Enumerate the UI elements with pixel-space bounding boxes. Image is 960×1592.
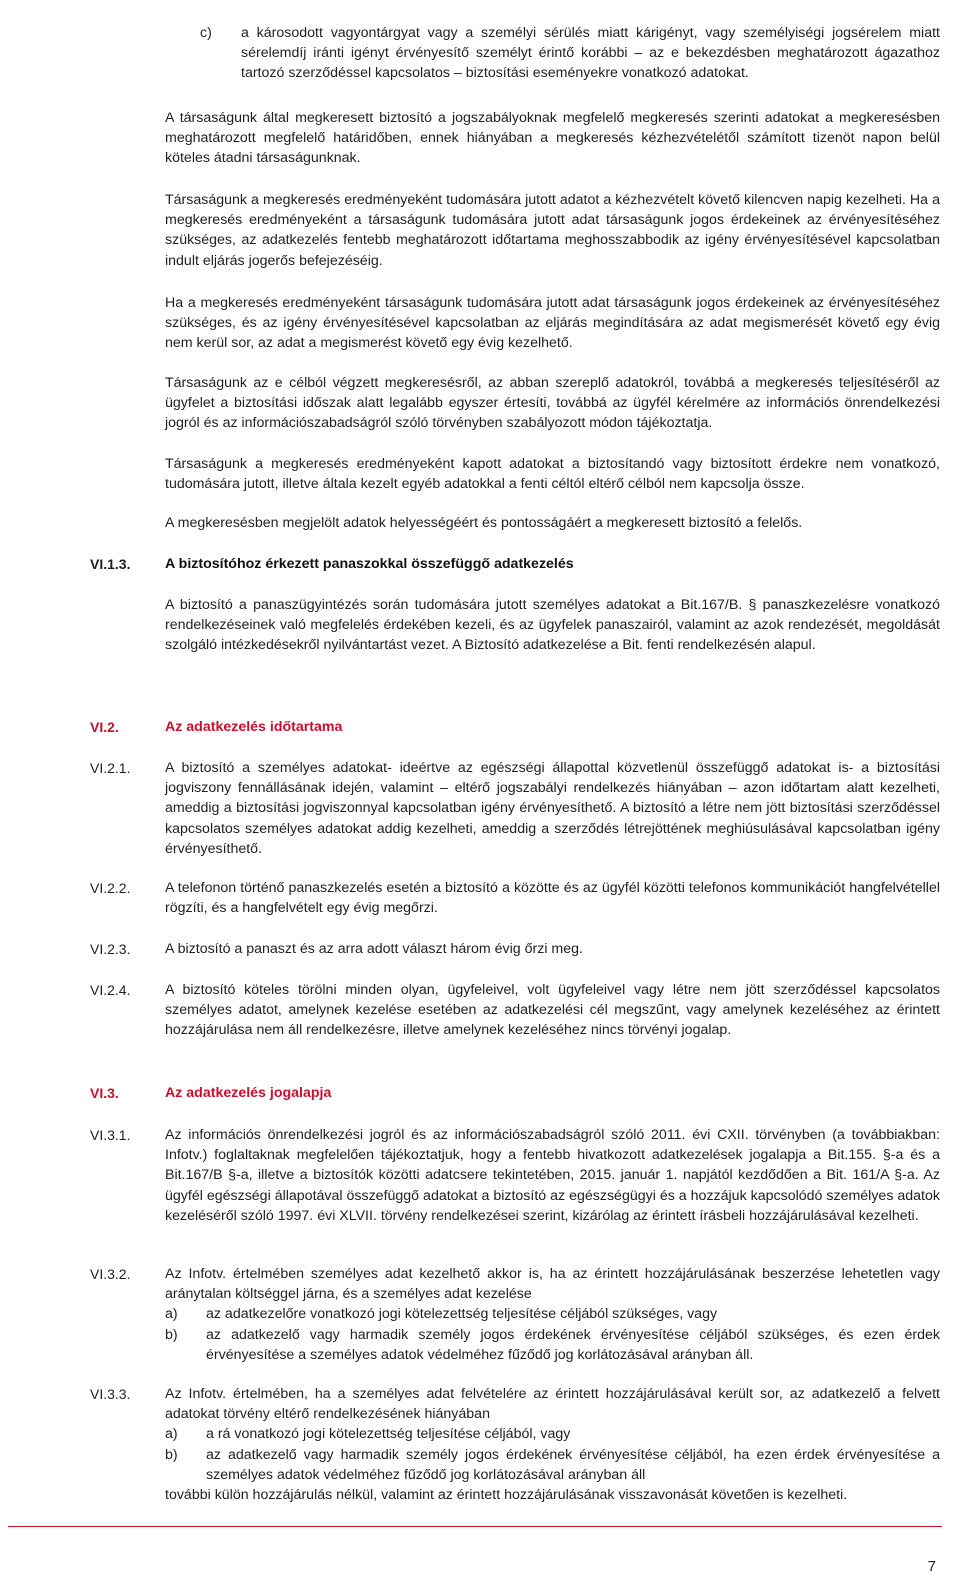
section-text-vi-1-3: A biztosító a panaszügyintézés során tudomására jutott személyes adatokat a Bit.167/B. § panaszkezelésre vonatkozó rendelkezéseinek való megfelelés érdekében kezeli, és az ügyfelek panaszairól, valamint az azok rendezését, megoldását szolgáló intézkedésekről nyilvántartást vezet. A Biztosító adatkezelése a Bit. fenti rendelkezésén alapul.: [165, 597, 940, 654]
item-text-vi-2-4: A biztosító köteles törölni minden olyan, ügyfeleivel, volt ügyfeleivel vagy létre nem jött szerződéssel kapcsolatos személyes adatot, amelynek kezelése esetében az adatkezelési cél megszűnt, vagy amelynek kezeléséhez az érintett hozzájárulása nem áll rendelkezésre, illetve amelynek kezeléséhez nincs törvényi jogalap.: [165, 982, 940, 1039]
item-text-vi-2-3: A biztosító a panaszt és az arra adott választ három évig őrzi meg.: [165, 941, 583, 957]
sub-item-text: az adatkezelő vagy harmadik személy jogos érdekének érvényesítése céljából szükséges, és ezen érdek érvényesítése a személyes adatok védelméhez fűződő jog korlátozásával arányban áll.: [206, 1326, 940, 1363]
sub-item-label: a): [165, 1306, 178, 1323]
item-block-vi-3-2: [165, 1264, 940, 1365]
item-c-text: a károsodott vagyontárgyat vagy a személyi sérülés miatt kárigényt, vagy személyiségi jogsérelem miatt sérelemdíj iránti igényt érvényesítő személyt érintő korábbi – az e bekezdésben meghatározott ágazathoz tartozó szerződéssel kapcsolatos – biztosítási eseményekre vonatkozó adatokat.: [241, 25, 940, 82]
page-number: 7: [927, 1558, 936, 1575]
sub-item-label: b): [165, 1326, 178, 1343]
sub-item-a: [165, 1304, 940, 1324]
paragraph-2: Társaságunk a megkeresés eredményeként tudomására jutott adatot a kézhezvételt követő kilencven napig kezelheti. Ha a megkeresés eredményeként a társaságunk tudomására jutott adat társaságunk jogos érdekeinek az érvényesítéséhez szükséges, az adatkezelés fentebb meghatározott időtartama meghosszabbodik az igény érvényesítésével kapcsolatban indult eljárás jogerős befejezéséig.: [165, 192, 940, 269]
item-c: [200, 23, 940, 84]
sub-item-a: [165, 1424, 940, 1444]
item-number-vi-3-1: VI.3.1.: [90, 1127, 131, 1143]
item-number-vi-2-1: VI.2.1.: [90, 760, 131, 776]
paragraph-5: Társaságunk a megkeresés eredményeként kapott adatokat a biztosítandó vagy biztosított érdekre nem vonatkozó, tudomására jutott, illetve általa kezelt egyéb adatokkal a fenti céltól eltérő célból nem kapcsolja össze.: [165, 456, 940, 493]
paragraph-4: Társaságunk az e célból végzett megkeresésről, az abban szereplő adatokról, továbbá a megkeresés teljesítéséről az ügyfelet a biztosítási időszak alatt legalább egyszer értesíti, továbbá az ügyfél kérelmére az információs önrendelkezési jogról és az információszabadságról szóló törvényben szabályozott módon tájékoztatja.: [165, 375, 940, 432]
item-text-vi-2-2: A telefonon történő panaszkezelés esetén a biztosító a közötte és az ügyfél közötti telefonos kommunikációt hangfelvétellel rögzíti, és a hangfelvételt egy évig megőrzi.: [165, 880, 940, 917]
section-title-vi-2: Az adatkezelés időtartama: [165, 719, 343, 735]
section-number-vi-1-3: VI.1.3.: [90, 556, 131, 572]
item-block-vi-3-3: [165, 1384, 940, 1505]
sub-item-text: az adatkezelőre vonatkozó jogi kötelezettség teljesítése céljából szükséges, vagy: [206, 1306, 718, 1323]
item-text-vi-3-1: Az információs önrendelkezési jogról és az információszabadságról szóló 2011. évi CXII. törvényben (a továbbiakban: Infotv.) foglaltaknak megfelelően tájékoztatjuk, hogy a fentebb hivatkozott adatkezelések jogalapja a Bit.155. §-a és a Bit.167/B §-a, illetve a biztosítók közötti adatcsere tekintetében, 2015. január 1. napjától kezdődően a Bit. 161/A §-a. Az ügyfél egészségi állapotával összefüggő adatokat a biztosító az egészségügyi és a hozzájuk kapcsolódó személyes adatok kezeléséről szóló 1997. évi XLVII. törvény rendelkezései szerint, kizárólag az érintett írásbeli hozzájárulásával kezelheti.: [165, 1127, 940, 1224]
sub-item-label: a): [165, 1426, 178, 1443]
item-number-vi-3-3: VI.3.3.: [90, 1386, 131, 1402]
section-number-vi-2: VI.2.: [90, 719, 119, 735]
sub-item-label: b): [165, 1446, 178, 1463]
item-intro-vi-3-3: Az Infotv. értelmében, ha a személyes adat felvételére az érintett hozzájárulásával került sor, az adatkezelő a felvett adatokat törvény eltérő rendelkezésének hiányában: [165, 1386, 940, 1423]
sub-item-b: [165, 1445, 940, 1485]
item-number-vi-3-2: VI.3.2.: [90, 1266, 131, 1282]
footer-rule: [8, 1526, 942, 1527]
item-text-vi-2-1: A biztosító a személyes adatokat- ideértve az egészségi állapottal közvetlenül összefüggő adatokat is- a biztosítási jogviszony fennállásának idején, valamint – eltérő jogszabályi rendelkezés hiányában – azon időtartam alatt kezelheti, ameddig a biztosítási jogviszonnyal kapcsolatban igény érvényesíthető. A biztosító a létre nem jött biztosítási szerződéssel kapcsolatos személyes adatokat addig kezelheti, ameddig a szerződés létrejöttének meghiúsulásával kapcsolatban igény érvényesíthető.: [165, 760, 940, 857]
section-title-vi-1-3: A biztosítóhoz érkezett panaszokkal összefüggő adatkezelés: [165, 556, 574, 572]
item-number-vi-2-4: VI.2.4.: [90, 982, 131, 998]
sub-item-text: a rá vonatkozó jogi kötelezettség teljesítése céljából, vagy: [206, 1426, 571, 1443]
paragraph-1: A társaságunk által megkeresett biztosító a jogszabályoknak megfelelő megkeresés szerinti adatokat a megkeresésben meghatározott megfelelő határidőben, ennek hiányában a megkeresés kézhezvételétől számított tizenöt napon belül köteles átadni társaságunknak.: [165, 110, 940, 167]
paragraph-6: A megkeresésben megjelölt adatok helyességéért és pontosságáért a megkeresett biztosító a felelős.: [165, 515, 803, 531]
item-number-vi-2-2: VI.2.2.: [90, 880, 131, 896]
item-intro-vi-3-2: Az Infotv. értelmében személyes adat kezelhető akkor is, ha az érintett hozzájárulásának beszerzése lehetetlen vagy aránytalan költséggel járna, és a személyes adat kezelése: [165, 1266, 940, 1303]
section-number-vi-3: VI.3.: [90, 1085, 119, 1101]
sub-item-b: [165, 1325, 940, 1365]
item-c-label: c): [200, 25, 212, 41]
section-title-vi-3: Az adatkezelés jogalapja: [165, 1085, 332, 1101]
sub-item-text: az adatkezelő vagy harmadik személy jogos érdekének érvényesítése céljából, ha ezen érdek érvényesítése a személyes adatok védelméhez fűződő jog korlátozásával arányban áll: [206, 1446, 940, 1483]
item-number-vi-2-3: VI.2.3.: [90, 941, 131, 957]
paragraph-3: Ha a megkeresés eredményeként társaságunk tudomására jutott adat társaságunk jogos érdekeinek az érvényesítéséhez szükséges, és az igény érvényesítésével kapcsolatban az eljárás megindítására az adat megismerését követő egy évig nem kerül sor, az adat a megismerést követő egy évig kezelhető.: [165, 295, 940, 352]
item-outro-vi-3-3: további külön hozzájárulás nélkül, valamint az érintett hozzájárulásának visszavonását követően is kezelheti.: [165, 1487, 848, 1504]
